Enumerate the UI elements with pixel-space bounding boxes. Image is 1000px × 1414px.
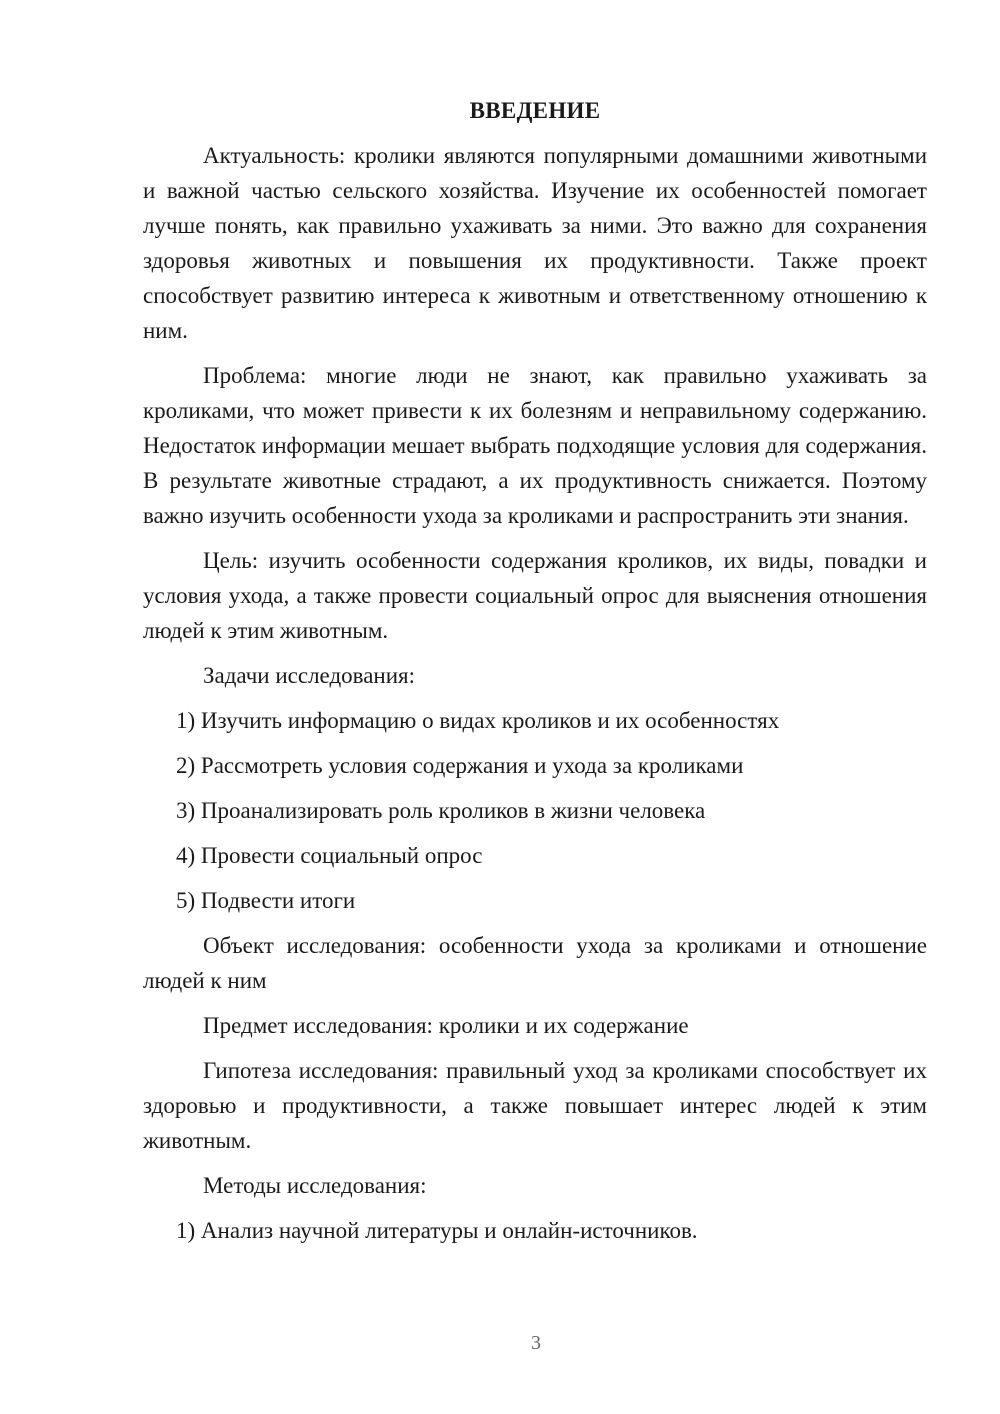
methods-title: Методы исследования: (203, 1173, 427, 1198)
section-heading: ВВЕДЕНИЕ (469, 98, 601, 123)
relevance-paragraph: Актуальность: кролики являются популярными домашними животными и важной частью сельского хозяйства. Изучение их особенностей помогает лучше понять, как правильно ухаживать за ними. Это важно для сохранения здоровья животных и повышения их продуктивности. Также проект способствует развитию интереса к животным и ответственному отношению к ним. (143, 143, 927, 343)
object-paragraph: Объект исследования: особенности ухода за кроликами и отношение людей к ним (143, 933, 927, 993)
list-item: 4) Провести социальный опрос (176, 843, 483, 868)
goal-paragraph: Цель: изучить особенности содержания кроликов, их виды, повадки и условия ухода, а также провести социальный опрос для выяснения отношения людей к этим животным. (143, 548, 927, 643)
tasks-list (143, 703, 927, 918)
list-item: 2) Рассмотреть условия содержания и ухода за кроликами (176, 753, 744, 778)
list-item: 1) Анализ научной литературы и онлайн-источников. (176, 1218, 698, 1243)
subject-paragraph: Предмет исследования: кролики и их содержание (203, 1013, 689, 1038)
page-content (143, 93, 927, 1258)
methods-list (143, 1213, 927, 1248)
hypothesis-paragraph: Гипотеза исследования: правильный уход за кроликами способствует их здоровью и продуктивности, а также повышает интерес людей к этим животным. (143, 1058, 927, 1153)
tasks-title: Задачи исследования: (203, 663, 416, 688)
list-item: 1) Изучить информацию о видах кроликов и их особенностях (176, 708, 780, 733)
list-item: 3) Проанализировать роль кроликов в жизни человека (176, 798, 706, 823)
page-number: 3 (531, 1332, 541, 1354)
list-item: 5) Подвести итоги (176, 888, 356, 913)
problem-paragraph: Проблема: многие люди не знают, как правильно ухаживать за кроликами, что может привести к их болезням и неправильному содержанию. Недостаток информации мешает выбрать подходящие условия для содержания. В результате животные страдают, а их продуктивность снижается. Поэтому важно изучить особенности ухода за кроликами и распространить эти знания. (143, 363, 927, 528)
